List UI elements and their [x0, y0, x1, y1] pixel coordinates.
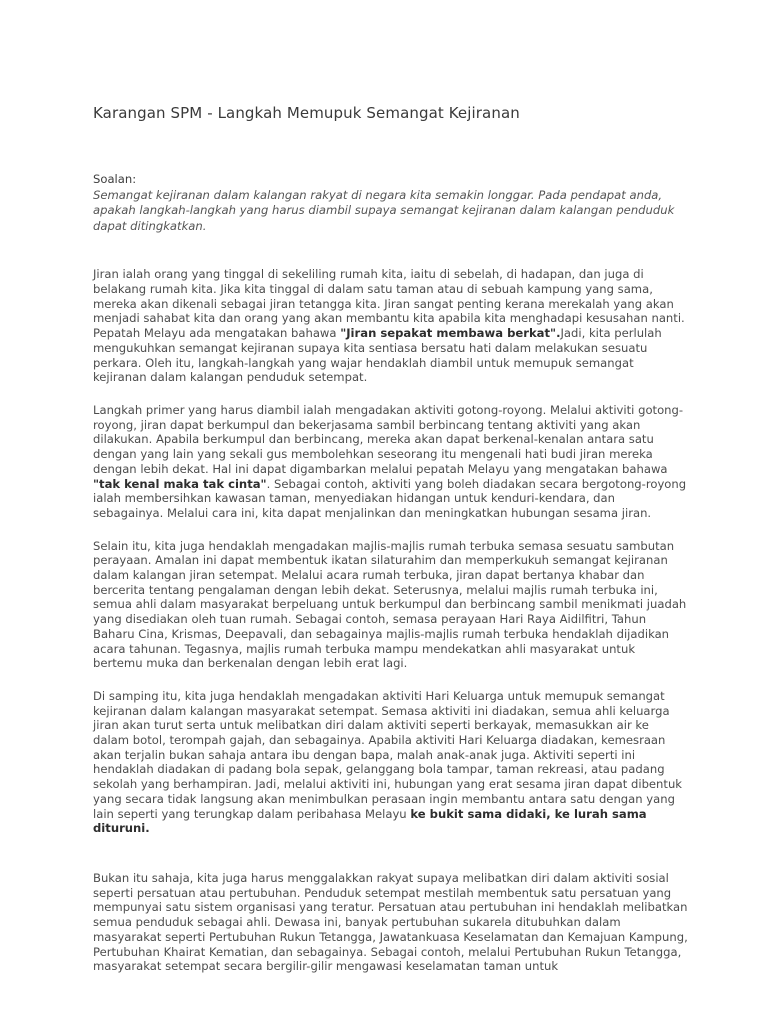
question-label: Soalan:	[93, 172, 137, 186]
paragraph-hari-keluarga	[93, 689, 688, 836]
question-text: Semangat kejiranan dalam kalangan rakyat di negara kita semakin longgar. Pada pendapat anda, apakah langkah-langkah yang harus diambil supaya semangat kejiranan dalam kalangan penduduk dapat ditingkatkan.	[93, 187, 675, 233]
paragraph-text: Langkah primer yang harus diambil ialah mengadakan aktiviti gotong-royong. Melalui aktiviti gotong-royong, jiran dapat berkumpul dan bekerjasama sambil berbincang tentang aktiviti yang akan dilakukan. Apabila berkumpul dan berbincang, mereka akan dapat berkenal-kenalan antara satu dengan yang lain yang sekali gus membolehkan seseorang itu mengenali hati budi jiran mereka dengan lebih dekat. Hal ini dapat digambarkan melalui pepatah Melayu yang mengatakan bahawa	[93, 403, 684, 476]
paragraph-text: Di samping itu, kita juga hendaklah mengadakan aktiviti Hari Keluarga untuk memupuk semangat kejiranan dalam kalangan masyarakat setempat. Semasa aktiviti ini diadakan, semua ahli keluarga jiran akan turut serta untuk melibatkan diri dalam aktiviti seperti berkayak, memasukkan air ke dalam botol, terompah gajah, dan sebagainya. Apabila aktiviti Hari Keluarga diadakan, kemesraan akan terjalin bukan sahaja antara ibu dengan bapa, malah anak-anak juga. Aktiviti seperti ini hendaklah diadakan di padang bola sepak, gelanggang bola tampar, taman rekreasi, atau padang sekolah yang berhampiran. Jadi, melalui aktiviti ini, hubungan yang erat sesama jiran dapat dibentuk yang secara tidak langsung akan menimbulkan perasaan ingin membantu antara satu dengan yang lain seperti yang terungkap dalam peribahasa Melayu	[93, 688, 683, 821]
paragraph-text: . Sebagai contoh, aktiviti yang boleh diadakan secara bergotong-royong ialah membersihkan kawasan taman, menyediakan hidangan untuk kenduri-kendara, dan sebagainya. Melalui cara ini, kita dapat menjalinkan dan meningkatkan hubungan sesama jiran.	[93, 476, 687, 520]
paragraph-persatuan	[93, 871, 688, 974]
paragraph-text: Jadi, kita perlulah mengukuhkan semangat kejiranan supaya kita sentiasa bersatu hati dalam melakukan sesuatu perkara. Oleh itu, langkah-langkah yang wajar hendaklah diambil untuk memupuk semangat kejiranan dalam kalangan penduduk setempat.	[93, 326, 662, 385]
proverb-highlight: "Jiran sepakat membawa berkat".	[340, 326, 561, 341]
proverb-highlight: "tak kenal maka tak cinta"	[93, 476, 267, 491]
paragraph-introduction	[93, 267, 688, 385]
proverb-highlight: ke bukit sama didaki, ke lurah sama dituruni.	[93, 806, 647, 836]
page-title: Karangan SPM - Langkah Memupuk Semangat Kejiranan	[93, 104, 520, 122]
paragraph-text: Bukan itu sahaja, kita juga harus menggalakkan rakyat supaya melibatkan diri dalam aktiviti sosial seperti persatuan atau pertubuhan. Penduduk setempat mestilah membentuk satu persatuan yang mempunyai satu sistem organisasi yang teratur. Persatuan atau pertubuhan ini hendaklah melibatkan semua penduduk sebagai ahli. Dewasa ini, banyak pertubuhan sukarela ditubuhkan dalam masyarakat seperti Pertubuhan Rukun Tetangga, Jawatankuasa Keselamatan dan Kemajuan Kampung, Pertubuhan Khairat Kematian, dan sebagainya. Sebagai contoh, melalui Pertubuhan Rukun Tetangga, masyarakat setempat secara bergilir-gilir mengawasi keselamatan taman untuk	[93, 870, 688, 974]
paragraph-text: Selain itu, kita juga hendaklah mengadakan majlis-majlis rumah terbuka semasa sesuatu sambutan perayaan. Amalan ini dapat membentuk ikatan silaturahim dan memperkukuh semangat kejiranan dalam kalangan jiran setempat. Melalui acara rumah terbuka, jiran dapat bertanya khabar dan bercerita tentang pengalaman dengan lebih dekat. Seterusnya, melalui majlis rumah terbuka ini, semua ahli dalam masyarakat berpeluang untuk berkumpul dan berbincang sambil menikmati juadah yang disediakan oleh tuan rumah. Sebagai contoh, semasa perayaan Hari Raya Aidilfitri, Tahun Baharu Cina, Krismas, Deepavali, dan sebagainya majlis-majlis rumah terbuka hendaklah dijadikan acara tahunan. Tegasnya, majlis rumah terbuka mampu mendekatkan ahli masyarakat untuk bertemu muka dan berkenalan dengan lebih erat lagi.	[93, 538, 687, 671]
paragraph-gotong-royong	[93, 403, 688, 521]
paragraph-rumah-terbuka	[93, 539, 688, 671]
paragraph-text: Jiran ialah orang yang tinggal di sekeliling rumah kita, iaitu di sebelah, di hadapan, dan juga di belakang rumah kita. Jika kita tinggal di dalam satu taman atau di sebuah kampung yang sama, mereka akan dikenali sebagai jiran tetangga kita. Jiran sangat penting kerana merekalah yang akan menjadi sahabat kita dan orang yang akan membantu kita apabila kita menghadapi kesusahan nanti. Pepatah Melayu ada mengatakan bahawa	[93, 267, 685, 341]
question-block	[93, 172, 688, 234]
